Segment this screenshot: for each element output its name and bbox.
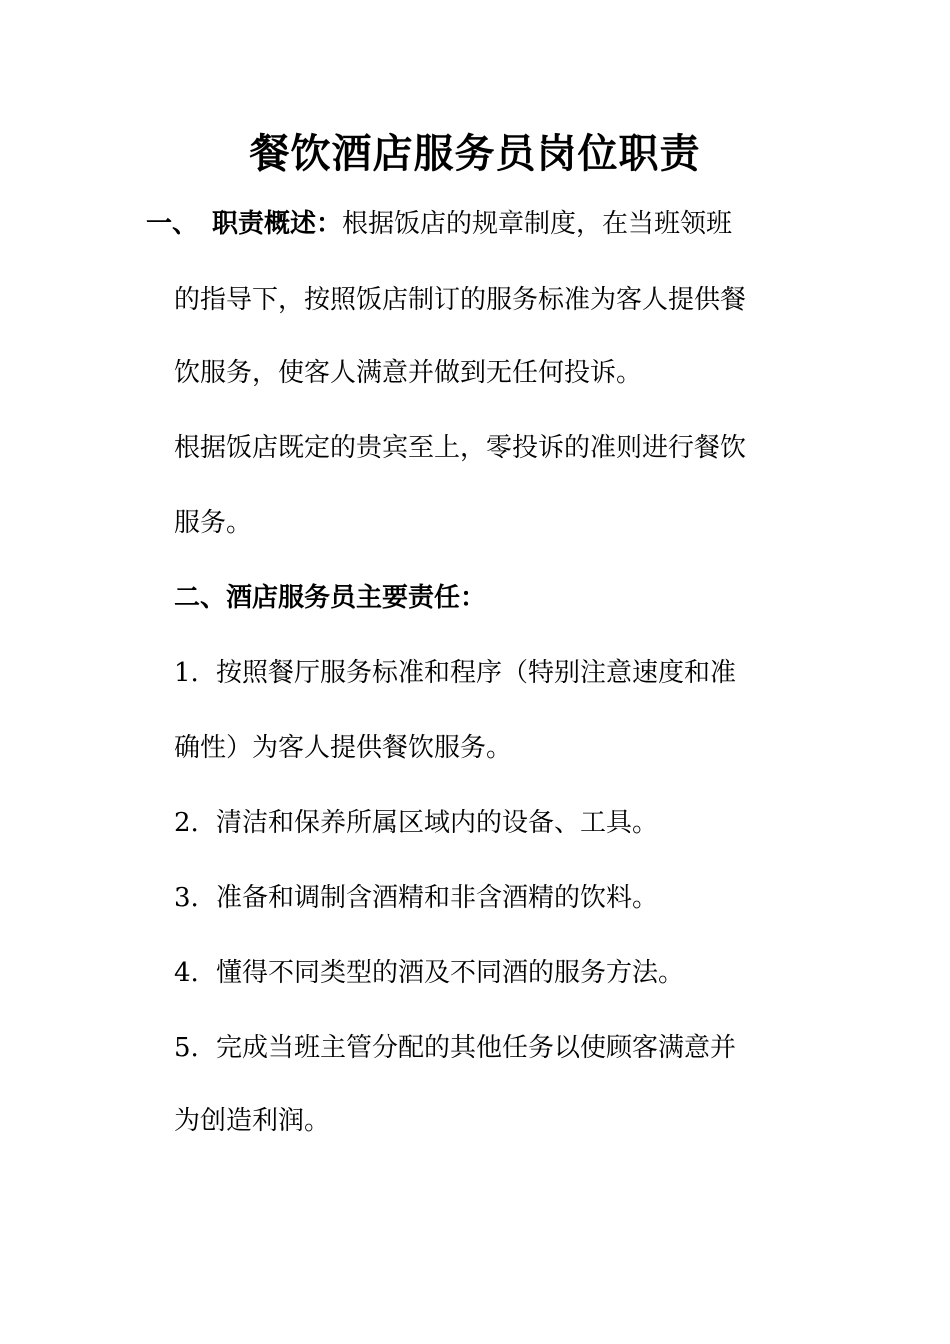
list-item-5-continuation: 为创造利润。 [174,1106,331,1136]
list-item-number: 4. [174,958,199,988]
list-item-5 [174,1030,736,1066]
section1-line3: 饮服务，使客人满意并做到无任何投诉。 [174,358,643,388]
list-item-number: 1. [174,658,199,688]
list-item-number: 5. [174,1033,199,1063]
list-item-1 [174,655,736,691]
list-item-text: 清洁和保养所属区域内的设备、工具。 [216,808,659,838]
section1-line1-text: 根据饭店的规章制度，在当班领班 [342,209,733,239]
list-item-text: 完成当班主管分配的其他任务以使顾客满意并 [216,1033,737,1063]
list-item-number: 3. [174,883,199,913]
section1-line2: 的指导下，按照饭店制订的服务标准为客人提供餐 [174,285,747,315]
list-item-text: 准备和调制含酒精和非含酒精的饮料。 [216,883,659,913]
list-item-1-continuation: 确性）为客人提供餐饮服务。 [174,733,513,763]
section1-marker: 一、 [146,209,199,239]
list-item-text: 按照餐厅服务标准和程序（特别注意速度和准 [216,658,737,688]
section1-first-line [146,206,732,242]
section1-line5: 服务。 [174,508,253,538]
document-title: 餐饮酒店服务员岗位职责 [249,130,701,177]
list-item-number: 2. [174,808,199,838]
list-item-2 [174,805,658,841]
section2-heading: 二、酒店服务员主要责任： [174,583,487,613]
list-item-4 [174,955,684,991]
section1-heading: 职责概述： [212,209,343,239]
list-item-3 [174,880,658,916]
list-item-text: 懂得不同类型的酒及不同酒的服务方法。 [216,958,685,988]
section1-line4: 根据饭店既定的贵宾至上，零投诉的准则进行餐饮 [174,433,747,463]
